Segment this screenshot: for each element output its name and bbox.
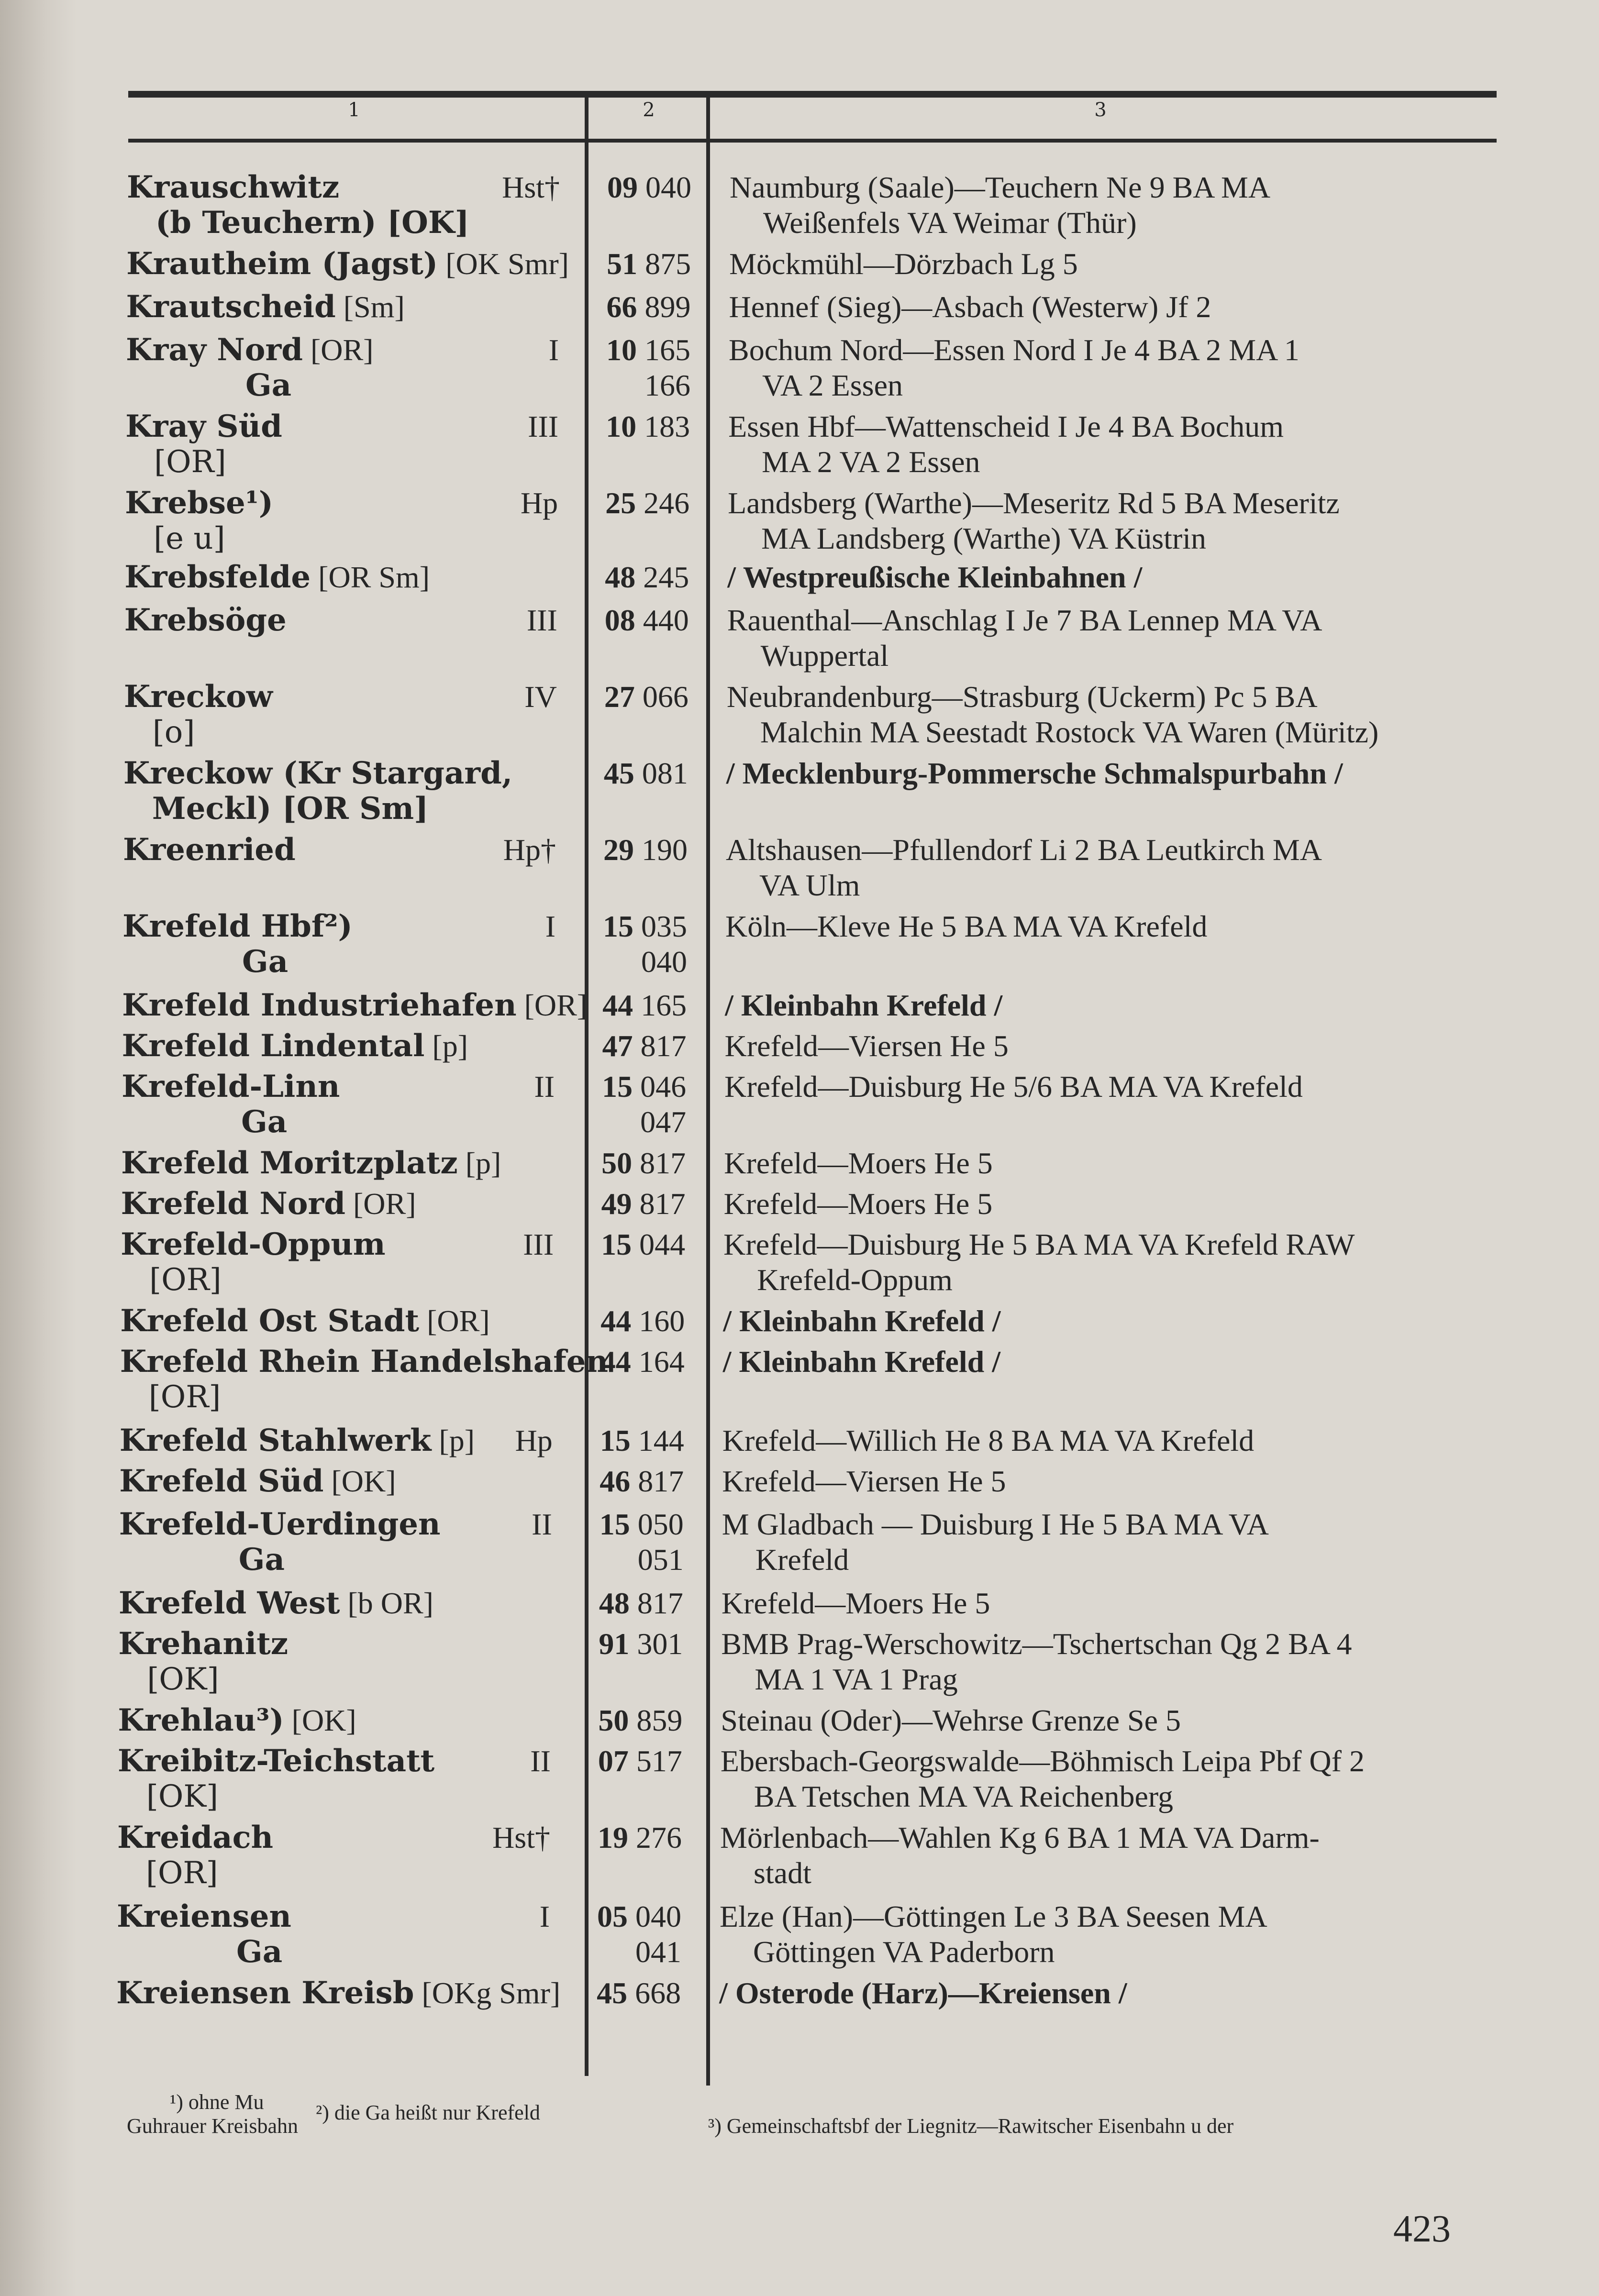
- station-name-line2: [OK]: [146, 1779, 219, 1814]
- route-description: Krefeld—Duisburg He 5/6 BA MA VA Krefeld: [724, 1070, 1303, 1104]
- station-code-suffix: [OK]: [284, 1703, 356, 1737]
- station-name-main: Krefeld West: [118, 1585, 340, 1621]
- station-number: 49 817: [601, 1187, 686, 1221]
- station-name-line2: [OR]: [149, 1262, 222, 1298]
- station-name-line2: [e u]: [154, 521, 225, 556]
- header-col-1: 1: [348, 99, 360, 121]
- station-class: III: [528, 409, 559, 443]
- route-description-line2: MA 2 VA 2 Essen: [762, 445, 980, 479]
- station-class: Hp: [515, 1424, 553, 1457]
- route-description: Steinau (Oder)—Wehrse Grenze Se 5: [721, 1703, 1181, 1737]
- station-number: 29 190: [603, 833, 688, 867]
- station-name: [123, 832, 296, 868]
- station-name: [117, 1899, 291, 1970]
- route-description: Ebersbach-Georgswalde—Böhmisch Leipa Pbf Qf 2 BA Tetschen MA VA Reichenberg: [720, 1744, 1365, 1813]
- route-description-line2: VA Ulm: [759, 868, 860, 902]
- station-name: [118, 1626, 288, 1697]
- station-name-main: Krefeld Industriehafen: [122, 987, 517, 1023]
- route-description-line2: Krefeld: [755, 1543, 849, 1577]
- station-code-suffix: [Sm]: [335, 290, 405, 324]
- route-description: / Kleinbahn Krefeld /: [722, 1345, 1000, 1379]
- station-code-suffix: [p]: [431, 1424, 475, 1457]
- station-name-line2: Ga: [242, 944, 289, 980]
- station-number: 91 301: [599, 1627, 683, 1661]
- station-code-suffix: [OR]: [345, 1187, 416, 1221]
- station-code-suffix: [p]: [424, 1029, 468, 1063]
- station-number: 25 246: [605, 486, 690, 520]
- route-description-line2: stadt: [753, 1856, 811, 1890]
- station-code-suffix: [OKg Smr]: [414, 1976, 561, 2010]
- station-number: 15 050 051: [599, 1507, 684, 1577]
- station-code-suffix: [p]: [457, 1146, 501, 1180]
- station-name: [120, 1303, 489, 1339]
- station-number: 50 817: [601, 1146, 686, 1180]
- station-name-main: Krefeld Hbf²): [122, 908, 353, 944]
- route-description: Neubrandenburg—Strasburg (Uckerm) Pc 5 BA Malchin MA Seestadt Rostock VA Waren (Müritz): [726, 680, 1379, 749]
- station-class: II: [530, 1744, 551, 1778]
- route-description-line2: VA 2 Essen: [762, 368, 903, 402]
- station-name-main: Krefeld Lindental: [122, 1028, 425, 1064]
- station-number: 08 440: [604, 603, 689, 637]
- route-description: Krefeld—Moers He 5: [723, 1187, 993, 1221]
- route-description: / Mecklenburg-Pommersche Schmalspurbahn /: [726, 756, 1343, 790]
- station-name-main: Krefeld Süd: [119, 1463, 324, 1499]
- station-name: [120, 1423, 475, 1458]
- station-name: [121, 1227, 385, 1298]
- station-class: III: [523, 1227, 554, 1261]
- route-description: BMB Prag-Werschowitz—Tschertschan Qg 2 BA 4 MA 1 VA 1 Prag: [721, 1627, 1352, 1696]
- station-number: 48 245: [605, 560, 689, 594]
- route-description: Naumburg (Saale)—Teuchern Ne 9 BA MA Weißenfels VA Weimar (Thür): [730, 170, 1271, 240]
- station-number: 19 276: [597, 1821, 682, 1854]
- route-description: Rauenthal—Anschlag I Je 7 BA Lennep MA VA Wuppertal: [727, 603, 1322, 673]
- footnote-3: ³) Gemeinschaftsbf der Liegnitz—Rawitscher Eisenbahn u der: [708, 2114, 1234, 2138]
- station-name-main: Krautheim (Jagst): [126, 246, 438, 282]
- route-description-line2: MA Landsberg (Warthe) VA Küstrin: [761, 521, 1207, 555]
- station-name-main: Kreckow: [123, 679, 273, 715]
- station-name: [126, 246, 569, 282]
- station-number: 44 160: [600, 1304, 685, 1338]
- station-name: [119, 1507, 441, 1578]
- station-name-line2: [o]: [152, 715, 195, 750]
- route-description-line2: BA Tetschen MA VA Reichenberg: [754, 1779, 1173, 1813]
- station-code-suffix: [OK]: [323, 1464, 396, 1498]
- station-number: 45 081: [603, 756, 688, 790]
- station-class: Hst†: [492, 1821, 550, 1854]
- route-description: Krefeld—Duisburg He 5 BA MA VA Krefeld RAW Krefeld-Oppum: [723, 1227, 1355, 1297]
- station-number: 44 165: [602, 988, 687, 1022]
- station-name-main: Kreibitz-Teichstatt: [117, 1743, 435, 1779]
- station-name: [124, 560, 430, 595]
- station-name-line2: [OR]: [145, 1855, 218, 1891]
- station-name-line2: [OR]: [154, 444, 226, 480]
- station-name-main: Krebsfelde: [124, 559, 311, 595]
- station-code-suffix: [b OR]: [340, 1586, 433, 1620]
- station-name: [119, 1464, 396, 1499]
- station-name-main: Kreenried: [122, 832, 296, 868]
- header-col-2: 2: [643, 99, 655, 121]
- station-code-suffix: [OK Smr]: [438, 247, 569, 281]
- station-class: I: [539, 1899, 550, 1933]
- station-name: [122, 1069, 340, 1140]
- route-description: Essen Hbf—Wattenscheid I Je 4 BA Bochum MA 2 VA 2 Essen: [728, 409, 1284, 479]
- station-number: 47 817: [602, 1029, 687, 1063]
- station-name-line2: [OR]: [148, 1380, 221, 1415]
- route-description: Krefeld—Willich He 8 BA MA VA Krefeld: [722, 1424, 1255, 1457]
- station-name-main: Kray Nord: [126, 332, 303, 368]
- station-name-main: Krebse¹): [125, 485, 274, 521]
- station-number: 50 859: [598, 1703, 683, 1737]
- route-description: Elze (Han)—Göttingen Le 3 BA Seesen MA Göttingen VA Paderborn: [720, 1899, 1267, 1969]
- station-name-main: Kreidach: [117, 1820, 274, 1855]
- station-number: 15 144: [600, 1424, 684, 1457]
- station-name: [126, 289, 405, 325]
- station-name: [119, 1586, 433, 1621]
- route-description-line2: Göttingen VA Paderborn: [753, 1935, 1055, 1969]
- station-code-suffix: [OR]: [302, 333, 374, 367]
- station-number: 66 899: [606, 290, 691, 324]
- station-number: 44 164: [600, 1345, 685, 1379]
- route-description-line2: Malchin MA Seestadt Rostock VA Waren (Müritz): [760, 715, 1379, 749]
- station-number: 07 517: [598, 1744, 682, 1778]
- station-name: [122, 909, 353, 980]
- station-name: [123, 756, 512, 827]
- station-number: 10 165 166: [606, 333, 691, 402]
- station-name: [121, 1146, 501, 1181]
- station-name-main: Krefeld-Linn: [122, 1069, 340, 1104]
- station-name-line2: Ga: [245, 367, 292, 403]
- route-description-line2: MA 1 VA 1 Prag: [755, 1662, 958, 1696]
- route-description: Köln—Kleve He 5 BA MA VA Krefeld: [725, 909, 1208, 943]
- station-number: 51 875: [607, 247, 691, 281]
- station-name: [125, 486, 273, 556]
- station-code-suffix: [OR]: [419, 1304, 490, 1338]
- station-class: I: [545, 909, 556, 943]
- station-class: II: [534, 1070, 555, 1104]
- route-description: Krefeld—Viersen He 5: [724, 1029, 1009, 1063]
- station-name-line2: Ga: [241, 1104, 288, 1140]
- station-name-main: Krefeld Rhein Handelshafen: [120, 1344, 609, 1380]
- route-description: Altshausen—Pfullendorf Li 2 BA Leutkirch MA VA Ulm: [725, 833, 1322, 902]
- station-name-main: Krehlau³): [118, 1702, 284, 1738]
- station-class: Hst†: [502, 170, 560, 204]
- footnote-1: ¹) ohne Mu Guhrauer Kreisbahn: [127, 2090, 298, 2138]
- station-code-suffix: [OR Sm]: [311, 560, 430, 594]
- footnote-2: ²) die Ga heißt nur Krefeld: [316, 2101, 540, 2124]
- route-description-line2: Wuppertal: [760, 639, 889, 673]
- station-name-main: Krauschwitz: [127, 169, 340, 205]
- header-col-3: 3: [1094, 99, 1107, 121]
- route-description: / Osterode (Harz)—Kreiensen /: [719, 1976, 1127, 2010]
- station-name-main: Kreckow (Kr Stargard,: [123, 755, 513, 791]
- station-name-main: Kreiensen: [117, 1899, 291, 1934]
- station-name-main: Krefeld Nord: [121, 1186, 345, 1222]
- station-name: [125, 409, 282, 480]
- route-description: Hennef (Sieg)—Asbach (Westerw) Jf 2: [729, 290, 1211, 324]
- station-name-line2: (b Teuchern) [OK]: [155, 205, 469, 241]
- station-class: I: [548, 333, 559, 367]
- route-description: Mörlenbach—Wahlen Kg 6 BA 1 MA VA Darm- stadt: [720, 1821, 1320, 1890]
- station-name-line2: Ga: [238, 1542, 285, 1578]
- station-name: [127, 170, 469, 241]
- station-name: [126, 332, 373, 403]
- station-name: [124, 603, 287, 638]
- route-description: / Kleinbahn Krefeld /: [723, 1304, 1001, 1338]
- route-description: Möckmühl—Dörzbach Lg 5: [729, 247, 1078, 281]
- station-name-line2: Ga: [236, 1934, 283, 1970]
- station-number: 15 035 040: [603, 909, 688, 979]
- station-name: [121, 1186, 416, 1222]
- station-name-line2: Meckl) [OR Sm]: [152, 791, 429, 827]
- station-name: [116, 1976, 560, 2011]
- station-number: 10 183: [606, 409, 690, 443]
- station-name-main: Krefeld-Oppum: [121, 1226, 386, 1262]
- station-number: 48 817: [599, 1586, 683, 1620]
- station-name-main: Krefeld Moritzplatz: [121, 1145, 458, 1181]
- station-name-main: Krefeld Stahlwerk: [119, 1423, 432, 1458]
- station-name-main: Krautscheid: [126, 289, 336, 325]
- station-code-suffix: [OR]: [516, 988, 588, 1022]
- route-description: Krefeld—Moers He 5: [721, 1586, 990, 1620]
- station-number: 15 044: [601, 1227, 686, 1261]
- station-class: II: [532, 1507, 552, 1541]
- station-name: [122, 988, 587, 1023]
- station-name-main: Kray Süd: [125, 408, 282, 444]
- route-description: Krefeld—Viersen He 5: [722, 1464, 1006, 1498]
- station-name: [117, 1820, 273, 1891]
- station-name: [120, 1344, 608, 1415]
- route-description-line2: Krefeld-Oppum: [757, 1263, 953, 1297]
- station-number: 46 817: [600, 1464, 684, 1498]
- station-name: [122, 1028, 468, 1064]
- route-description: / Westpreußische Kleinbahnen /: [727, 560, 1143, 594]
- station-class: Hp: [520, 486, 558, 520]
- station-name: [118, 1744, 434, 1814]
- route-description: Bochum Nord—Essen Nord I Je 4 BA 2 MA 1 VA 2 Essen: [729, 333, 1299, 402]
- station-name-main: Krehanitz: [118, 1626, 289, 1662]
- station-name-line2: [OK]: [147, 1662, 219, 1697]
- station-number: 45 668: [597, 1976, 681, 2010]
- station-class: IV: [524, 680, 557, 714]
- route-description: Landsberg (Warthe)—Meseritz Rd 5 BA Meseritz MA Landsberg (Warthe) VA Küstrin: [728, 486, 1340, 555]
- station-name-main: Krebsöge: [124, 602, 287, 638]
- station-name-main: Krefeld-Uerdingen: [119, 1506, 441, 1542]
- page-number: 423: [1393, 2208, 1451, 2250]
- station-number: 15 046 047: [602, 1070, 687, 1139]
- station-name-main: Kreiensen Kreisb: [116, 1975, 414, 2011]
- route-description: / Kleinbahn Krefeld /: [725, 988, 1003, 1022]
- station-number: 27 066: [604, 680, 688, 714]
- station-number: 05 040 041: [597, 1899, 682, 1969]
- station-number: 09 040: [607, 170, 691, 204]
- station-name-main: Krefeld Ost Stadt: [120, 1303, 420, 1339]
- station-class: III: [526, 603, 557, 637]
- station-name: [124, 679, 273, 750]
- route-description-line2: Weißenfels VA Weimar (Thür): [763, 206, 1137, 240]
- station-name: [118, 1703, 356, 1738]
- route-description: Krefeld—Moers He 5: [724, 1146, 993, 1180]
- station-class: Hp†: [503, 833, 556, 867]
- route-description: M Gladbach — Duisburg I He 5 BA MA VA Krefeld: [722, 1507, 1269, 1577]
